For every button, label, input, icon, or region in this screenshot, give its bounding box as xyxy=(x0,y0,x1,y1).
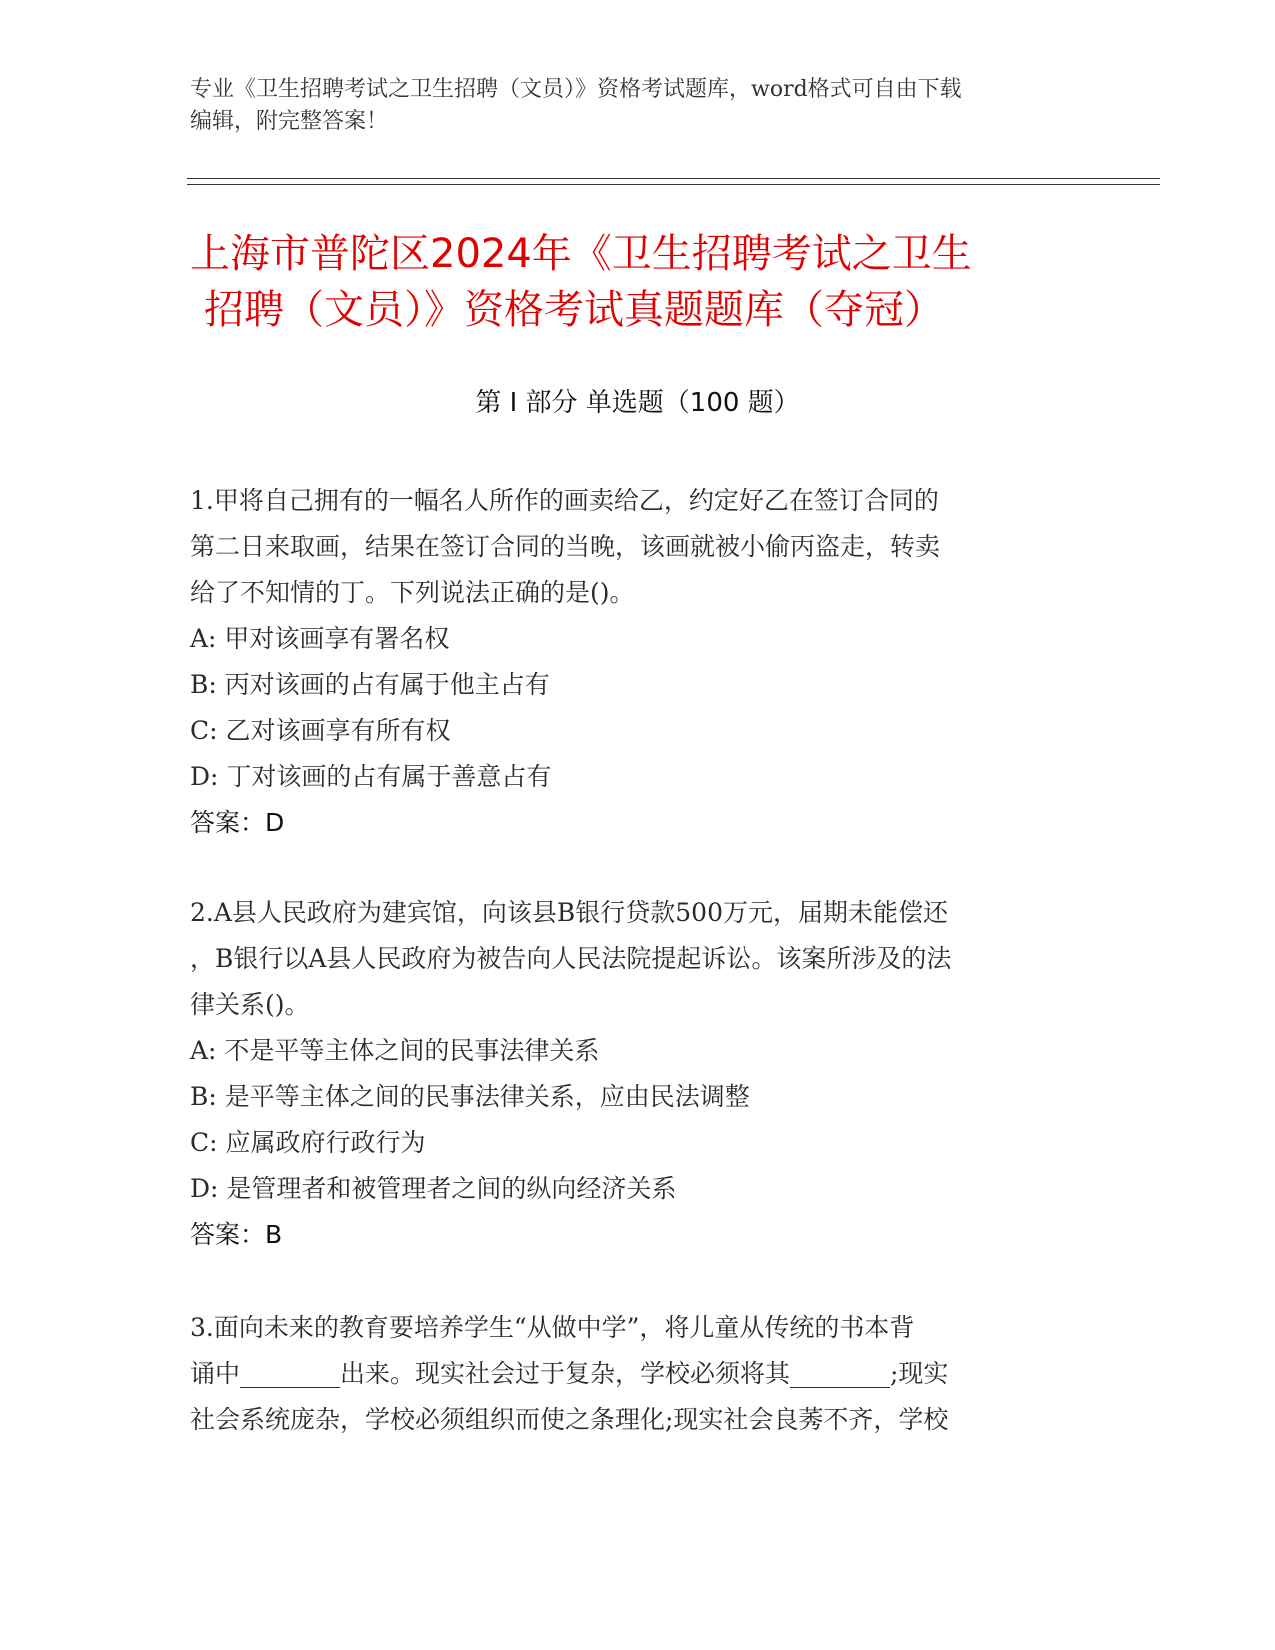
header-note-line: 专业《卫生招聘考试之卫生招聘（文员）》资格考试题库，word格式可自由下载 xyxy=(190,77,962,102)
answer: 答案：B xyxy=(190,1220,283,1249)
question-stem-line: ，B银行以A县人民政府为被告向人民法院提起诉讼。该案所涉及的法 xyxy=(190,944,952,973)
title-line: 上海市普陀区2024年《卫生招聘考试之卫生 xyxy=(190,231,972,277)
question-stem-line: 3.面向未来的教育要培养学生“从做中学”，将儿童从传统的书本背 xyxy=(190,1313,915,1342)
question-3 xyxy=(190,1305,1090,1443)
option-d: D: 丁对该画的占有属于善意占有 xyxy=(190,762,552,791)
option-b: B: 是平等主体之间的民事法律关系，应由民法调整 xyxy=(190,1082,750,1111)
question-stem-line: 1.甲将自己拥有的一幅名人所作的画卖给乙，约定好乙在签订合同的 xyxy=(190,486,939,515)
question-stem-line: 第二日来取画，结果在签订合同的当晚，该画就被小偷丙盗走，转卖 xyxy=(190,532,941,561)
header-note-line: 编辑，附完整答案！ xyxy=(190,109,389,134)
question-stem-line: 2.A县人民政府为建宾馆，向该县B银行贷款500万元，届期未能偿还 xyxy=(190,898,948,927)
section-heading: 第 I 部分 单选题（100 题） xyxy=(475,388,800,418)
header-divider xyxy=(187,184,1160,185)
question-stem-line: 律关系()。 xyxy=(190,990,310,1019)
option-c: C: 乙对该画享有所有权 xyxy=(190,716,451,745)
option-c: C: 应属政府行政行为 xyxy=(190,1128,426,1157)
header-note xyxy=(190,74,1090,138)
option-d: D: 是管理者和被管理者之间的纵向经济关系 xyxy=(190,1174,677,1203)
header-divider xyxy=(187,178,1160,179)
option-a: A: 甲对该画享有署名权 xyxy=(190,624,450,653)
document-title xyxy=(190,226,1090,338)
question-stem-line: 社会系统庞杂，学校必须组织而使之条理化;现实社会良莠不齐，学校 xyxy=(190,1405,949,1434)
option-a: A: 不是平等主体之间的民事法律关系 xyxy=(190,1036,600,1065)
question-2 xyxy=(190,890,1090,1258)
title-line: 招聘（文员）》资格考试真题题库（夺冠） xyxy=(204,287,944,333)
question-stem-line: 诵中________出来。现实社会过于复杂，学校必须将其________;现实 xyxy=(190,1359,949,1388)
question-stem-line: 给了不知情的丁。下列说法正确的是()。 xyxy=(190,578,635,607)
option-b: B: 丙对该画的占有属于他主占有 xyxy=(190,670,550,699)
question-1 xyxy=(190,478,1090,846)
answer: 答案：D xyxy=(190,808,285,837)
